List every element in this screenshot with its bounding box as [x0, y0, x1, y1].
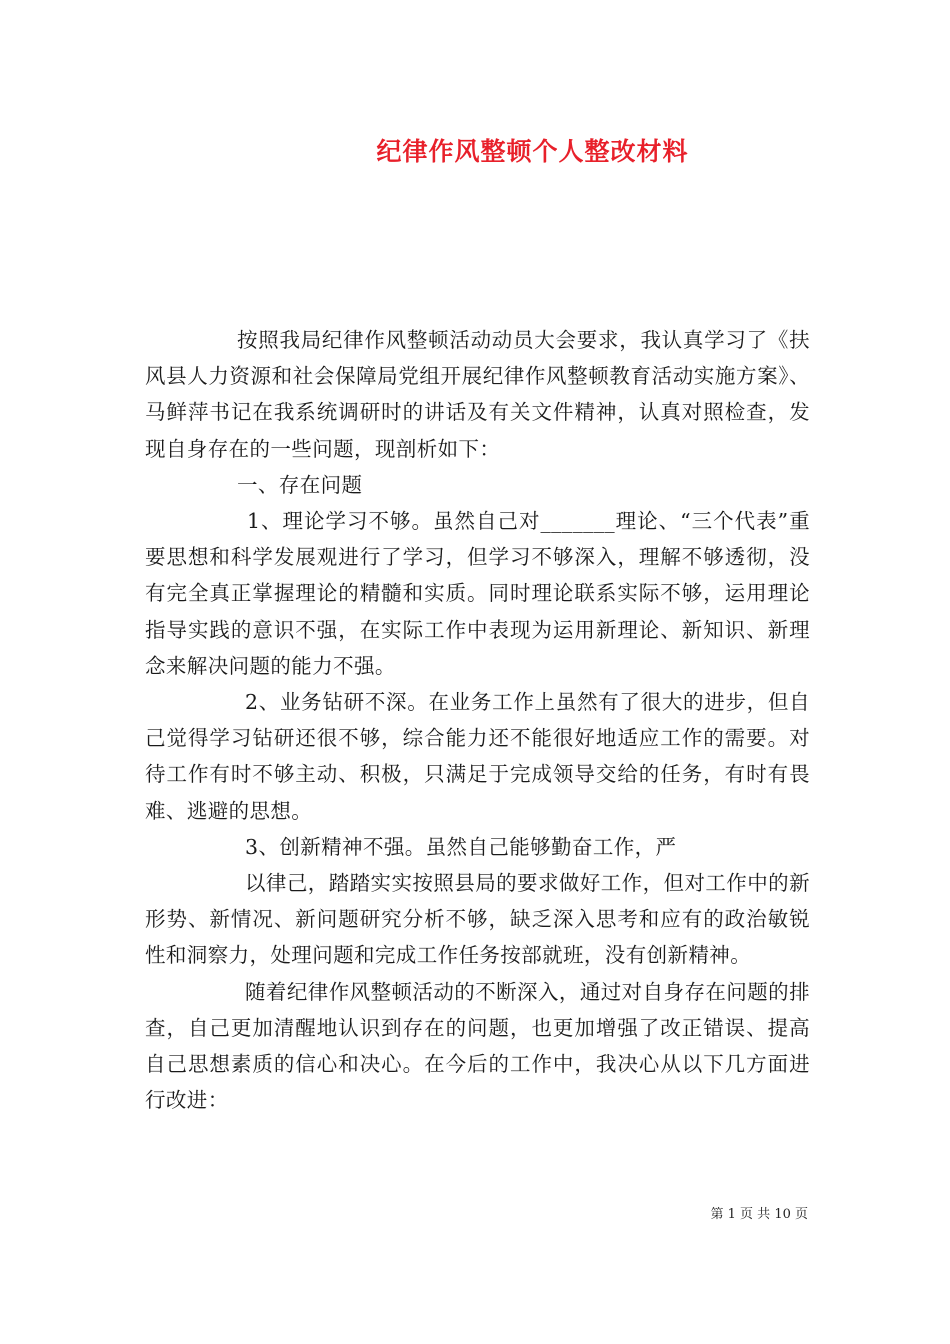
- document-title: 纪律作风整顿个人整改材料: [376, 137, 689, 166]
- paragraph-intro: 按照我局纪律作风整顿活动动员大会要求，我认真学习了《扶风县人力资源和社会保障局党组开展纪律作风整顿教育活动实施方案》、马鲜萍书记在我系统调研时的讲话及有关文件精神，认真对照检查，发现自身存在的一些问题，现剖析如下：: [145, 328, 810, 461]
- paragraph-item-3: 3、创新精神不强。虽然自己能够勤奋工作，严: [245, 834, 677, 859]
- section-heading: 一、存在问题: [237, 472, 363, 497]
- paragraph-item-3-continued: 以律己，踏踏实实按照县局的要求做好工作，但对工作中的新形势、新情况、新问题研究分析不够，缺乏深入思考和应有的政治敏锐性和洞察力，处理问题和完成工作任务按部就班，没有创新精神。: [145, 871, 810, 968]
- paragraph-item-2: 2、业务钻研不深。在业务工作上虽然有了很大的进步，但自己觉得学习钻研还很不够，综合能力还不能很好地适应工作的需要。对待工作有时不够主动、积极，只满足于完成领导交给的任务，有时有畏难、逃避的思想。: [145, 690, 810, 823]
- page-number: 第 1 页 共 10 页: [710, 1207, 808, 1222]
- paragraph-item-1: 1、理论学习不够。虽然自己对_______理论、“三个代表”重要思想和科学发展观进行了学习，但学习不够深入，理解不够透彻，没有完全真正掌握理论的精髓和实质。同时理论联系实际不够，运用理论指导实践的意识不强，在实际工作中表现为运用新理论、新知识、新理念来解决问题的能力不强。: [145, 509, 810, 678]
- document-body: [145, 322, 810, 1118]
- paragraph-conclusion: 随着纪律作风整顿活动的不断深入，通过对自身存在问题的排查，自己更加清醒地认识到存在的问题，也更加增强了改正错误、提高自己思想素质的信心和决心。在今后的工作中，我决心从以下几方面进行改进：: [145, 979, 810, 1113]
